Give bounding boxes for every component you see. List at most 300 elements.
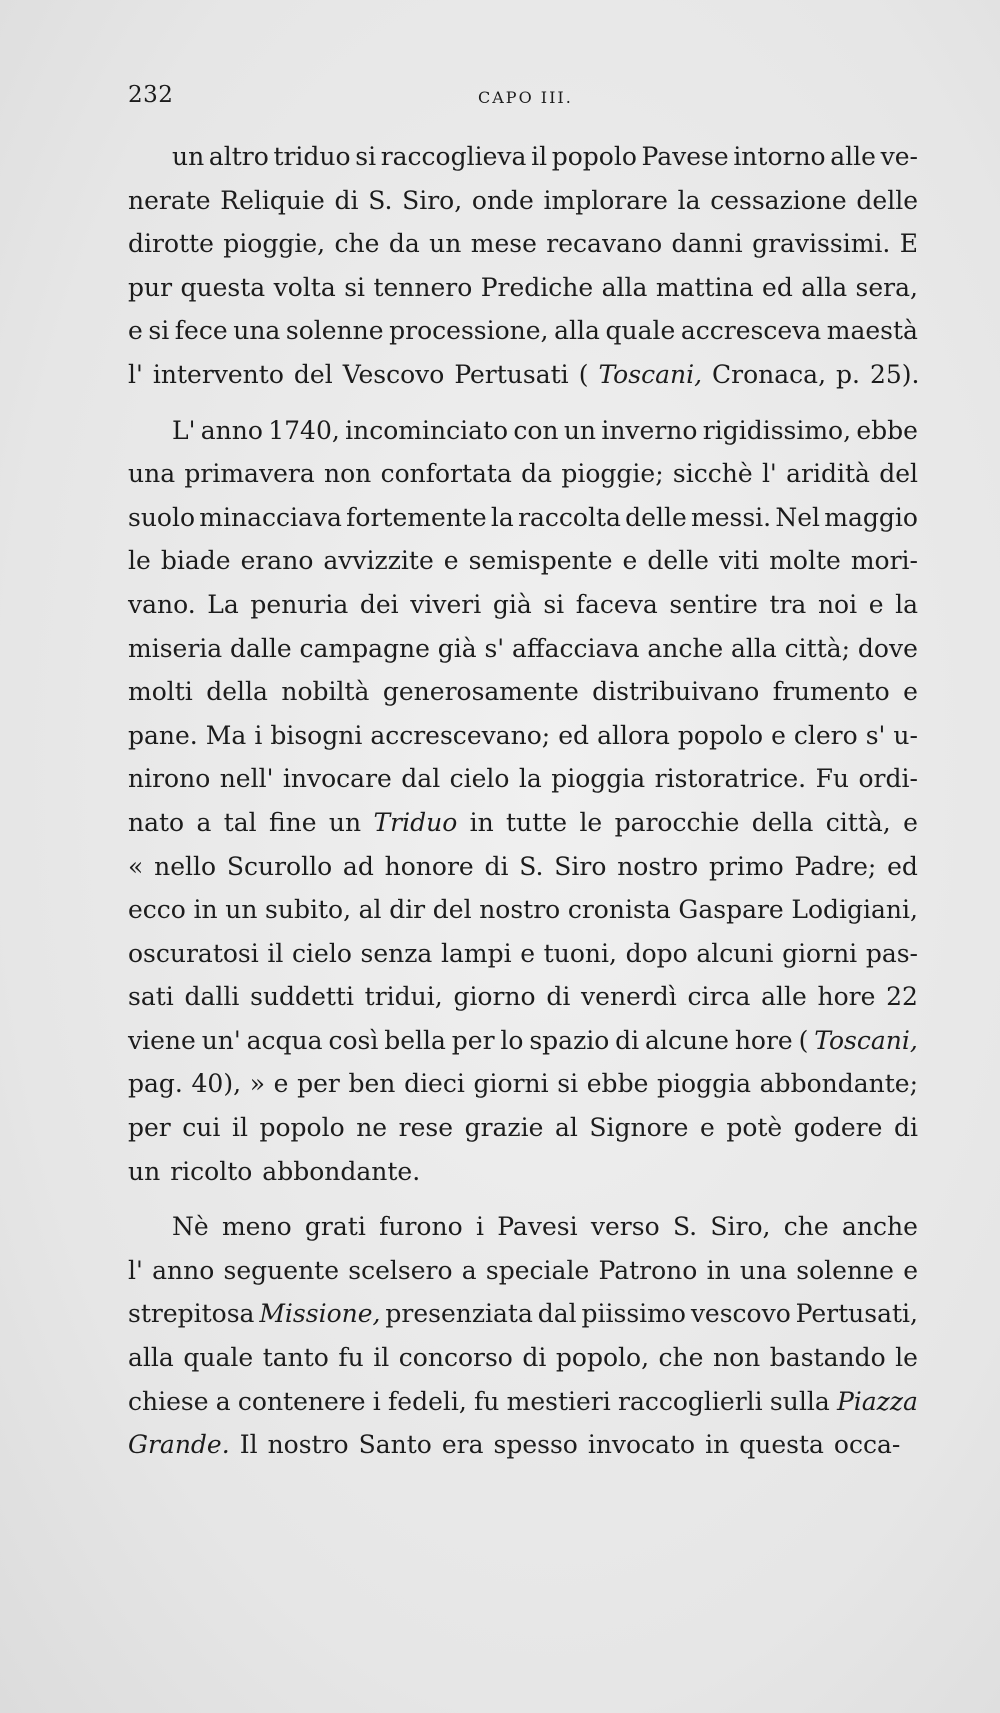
word: per [451,1025,495,1055]
word: inverno [601,415,698,445]
word: solenne [285,316,384,346]
word: così [328,1025,379,1055]
word: strepitosa [128,1299,255,1329]
word: fu [338,1343,364,1373]
word: ordi- [858,764,918,794]
word: « [128,851,144,881]
word: accrescevano; [370,720,551,750]
word: S. [519,851,544,881]
word: venerdì [581,982,677,1012]
word: popolo [677,720,764,750]
word: un' [201,1025,241,1055]
word: gravissimi. [752,229,891,259]
word: raccoglierli [618,1386,763,1416]
word: presenziata [385,1299,533,1329]
word: maggio [824,502,918,532]
word: di [334,185,359,215]
word: che [658,1343,704,1373]
word: clero [793,720,858,750]
word: Pertusati, [795,1299,918,1329]
text-line [128,1157,918,1201]
word: al [358,895,382,925]
text-line [128,459,918,503]
word: primavera [184,459,315,489]
word: mori- [850,546,918,576]
word: spazio [529,1025,610,1055]
text-line [128,316,918,360]
word: acqua [246,1025,323,1055]
word: incominciato [345,415,509,445]
word: La [207,589,239,619]
word: grazie [464,1113,544,1143]
word: anno [152,1255,215,1285]
word: invocare [282,764,392,794]
word: e [128,316,143,346]
word: i [475,1212,484,1242]
word: circa [687,982,751,1012]
word: chiese [128,1386,209,1416]
word: cronista [567,895,671,925]
word: molti [128,677,193,707]
word: p. [836,359,860,389]
word: 25). [869,359,920,389]
word: a [196,807,212,837]
page-number: 232 [128,82,174,108]
text-line [128,229,918,273]
word: delle [647,546,709,576]
word: in [705,1430,730,1460]
word: senza [360,938,433,968]
word: primo [709,851,784,881]
word: furono [379,1212,463,1242]
word: messi. [690,502,772,532]
word: città, [825,807,891,837]
word: nato [128,807,185,837]
word: sicchè [672,459,753,489]
word: nostro [267,1430,349,1460]
word: miseria [128,633,223,663]
word: fedeli, [388,1386,467,1416]
word: e [868,589,884,619]
word: raccoglieva [380,142,527,171]
word: ( [578,359,589,389]
word: ricolto [170,1156,253,1186]
word: nell' [219,764,274,794]
word: » [249,1069,265,1099]
word: mese [470,229,537,259]
word: ad [342,851,374,881]
word: avvizzite [323,546,434,576]
word: raccolta [518,502,621,532]
word: occa- [833,1430,901,1460]
word: da [521,459,553,489]
word: Pavese [641,142,729,171]
word: e [771,720,786,750]
word: al [554,1113,578,1143]
word: campagne [299,633,430,663]
text-line [128,764,918,808]
text-line [128,590,918,634]
word: i [372,1386,381,1416]
word: cielo [292,938,352,968]
word: bisogni [270,720,363,750]
word: penuria [250,589,349,619]
word: S. [368,185,393,215]
italic-word: Toscani, [598,359,703,389]
word: Reliquie [220,185,325,215]
word: ve- [880,142,918,171]
word: Cronaca, [712,359,827,389]
word: si [344,272,366,302]
word: tra [769,589,807,619]
word: Siro, [710,1212,771,1242]
word: una [128,459,176,489]
text-line [128,1299,918,1343]
word: grati [304,1212,366,1242]
italic-word: Toscani, [814,1025,918,1055]
word: popolo [259,1113,345,1143]
word: dopo [625,938,688,968]
word: già [492,589,532,619]
text-line [128,1212,918,1256]
text-line [128,142,918,186]
word: pur [128,272,173,302]
word: Ma [205,720,247,750]
word: in [706,1255,731,1285]
word: ristoratrice. [654,764,807,794]
word: nerate [128,185,211,215]
text-line [128,186,918,230]
word: la [518,764,542,794]
word: e [443,546,459,576]
word: spesso [493,1430,578,1460]
word: faceva [575,589,658,619]
word: S. [672,1212,698,1242]
word: ne [356,1113,388,1143]
word: alla [554,316,600,346]
word: vano. [128,589,196,619]
word: di [522,1343,547,1373]
word: ed [887,851,918,881]
word: dove [857,633,918,663]
word: giorni [473,1069,549,1099]
word: che [783,1212,829,1242]
word: Pertusati [454,359,569,389]
word: frumento [772,677,890,707]
word: lo [500,1025,524,1055]
text-line [128,721,918,765]
word: si [355,142,377,171]
word: molte [769,546,841,576]
word: accresceva [680,316,822,346]
word: altro [208,142,269,171]
word: solenne [796,1255,894,1285]
text-line [128,416,918,460]
word: pioggie, [223,229,326,259]
word: ebbe [856,415,918,445]
word: scelsero [348,1255,453,1285]
word: un [172,142,205,171]
word: fece [174,316,228,346]
word: alcune [645,1025,729,1055]
word: alle [830,142,876,171]
word: dalle [230,633,292,663]
word: questa [739,1430,824,1460]
word: alla [801,272,848,302]
word: quale [605,316,676,346]
word: pioggia [551,764,646,794]
word: rese [398,1113,454,1143]
word: città; [784,633,851,663]
word: bastando [769,1343,886,1373]
word: della [751,807,814,837]
word: invocato [587,1430,696,1460]
word: del [432,895,472,925]
word: mattina [655,272,754,302]
word: allora [597,720,670,750]
text-line [128,982,918,1026]
word: danni [671,229,743,259]
text-line [128,895,918,939]
word: nello [154,851,217,881]
text-line [128,852,918,896]
word: hore [734,1025,793,1055]
word: dal [401,764,441,794]
word: verso [590,1212,660,1242]
word: Vescovo [342,359,445,389]
word: l' [128,359,143,389]
word: di [893,1113,918,1143]
word: di [484,851,509,881]
word: e [273,1069,289,1099]
word: Padre; [794,851,877,881]
word: 22 [886,982,918,1012]
word: una [739,1255,788,1285]
word: fortemente [346,502,487,532]
word: si [148,316,170,346]
word: del [879,459,918,489]
word: viveri [410,589,482,619]
text-line [128,1113,918,1157]
word: fu [474,1386,500,1416]
word: piissimo [581,1299,686,1329]
text-line [128,360,918,404]
word: alle [761,982,807,1012]
word: abbondante; [759,1069,918,1099]
word: l' [761,459,777,489]
word: e [903,1255,918,1285]
word: viti [718,546,760,576]
word: speciale [485,1255,590,1285]
italic-word: Missione, [259,1299,381,1329]
word: e [699,1113,715,1143]
word: Patrono [598,1255,698,1285]
word: le [128,546,151,576]
word: dalli [184,982,240,1012]
word: alcuni [696,938,774,968]
word: un [563,415,597,445]
word: alla [731,633,777,663]
word: potè [726,1113,783,1143]
word: fine [269,807,317,837]
italic-word: Triduo [373,807,458,837]
word: sati [128,982,174,1012]
word: L' [172,415,196,445]
word: seguente [223,1255,340,1285]
word: i [254,720,263,750]
word: anche [647,633,724,663]
word: a [215,1386,231,1416]
word: pioggia [657,1069,751,1099]
word: Pavesi [497,1212,578,1242]
word: tal [223,807,257,837]
word: vescovo [690,1299,791,1329]
text-line [128,273,918,317]
word: semispente [468,546,613,576]
word: ed [762,272,793,302]
word: e [622,546,638,576]
word: pag. [128,1069,183,1099]
text-line [128,1343,918,1387]
word: distribuivano [592,677,760,707]
word: un [128,1156,161,1186]
word: Nel [775,502,820,532]
word: suddetti [250,982,354,1012]
text-line [128,939,918,983]
word: Santo [358,1430,432,1460]
word: giorni [782,938,858,968]
word: popolo, [555,1343,650,1373]
word: triduo [273,142,351,171]
italic-word: Grande. [128,1430,230,1460]
text-line [128,1430,918,1474]
word: dieci [404,1069,465,1099]
word: nostro [479,895,561,925]
word: Prediche [480,272,594,302]
word: di [615,1025,640,1055]
word: intervento [152,359,284,389]
word: volta [273,272,336,302]
body-text [128,142,918,1474]
word: subito, [265,895,352,925]
word: un [225,895,258,925]
word: delle [625,502,687,532]
word: rigidissimo, [702,415,852,445]
word: si [543,589,565,619]
word: il [531,142,548,171]
word: tuoni, [543,938,617,968]
word: biade [160,546,231,576]
word: intorno [733,142,826,171]
word: per [297,1069,340,1099]
word: la [677,185,701,215]
word: era [441,1430,484,1460]
text-line [128,546,918,590]
word: generosamente [382,677,579,707]
word: meno [221,1212,292,1242]
word: dal [537,1299,577,1329]
word: contenere [237,1386,366,1416]
word: Il [239,1430,258,1460]
word: nobiltà [281,677,370,707]
word: che [334,229,380,259]
word: e [903,807,918,837]
word: la [490,502,514,532]
word: Gaspare [678,895,784,925]
word: confortata [380,459,512,489]
word: Lodigiani, [791,895,918,925]
word: giorno [453,982,536,1012]
word: cui [182,1113,221,1143]
word: un [429,229,462,259]
word: s' [865,720,886,750]
word: un [328,807,362,837]
word: il [231,1113,248,1143]
word: quale [183,1343,254,1373]
word: alla [601,272,648,302]
word: a [461,1255,477,1285]
word: pioggie; [561,459,664,489]
word: bella [384,1025,446,1055]
word: ( [798,1025,809,1055]
word: lampi [440,938,512,968]
word: maestà [826,316,918,346]
word: le [579,807,603,837]
word: abbondante. [262,1156,421,1186]
word: delle [856,185,918,215]
word: sentire [669,589,758,619]
word: mestieri [506,1386,611,1416]
word: nostro [617,851,699,881]
word: in [193,895,218,925]
word: in [469,807,494,837]
word: per [128,1113,171,1143]
word: anno [200,415,263,445]
word: godere [793,1113,883,1143]
word: ben [348,1069,396,1099]
word: viene [128,1025,196,1055]
word: oscuratosi [128,938,259,968]
word: da [388,229,420,259]
word: s' [484,633,505,663]
italic-word: Piazza [836,1386,918,1416]
word: suolo [128,502,196,532]
word: implorare [543,185,668,215]
word: non [324,459,372,489]
word: il [373,1343,390,1373]
word: ed [558,720,590,750]
word: con [513,415,559,445]
word: Siro [554,851,607,881]
word: parocchie [614,807,740,837]
word: tennero [373,272,473,302]
word: anche [842,1212,918,1242]
word: tridui, [364,982,443,1012]
word: tutte [506,807,568,837]
text-line [128,503,918,547]
word: non [712,1343,761,1373]
word: ecco [128,895,186,925]
word: E [899,229,918,259]
word: dir [389,895,426,925]
text-line [128,1256,918,1300]
word: si [557,1069,579,1099]
word: 40), [191,1069,242,1099]
word: questa [180,272,266,302]
word: Scurollo [226,851,333,881]
word: aridità [786,459,870,489]
word: ebbe [586,1069,649,1099]
